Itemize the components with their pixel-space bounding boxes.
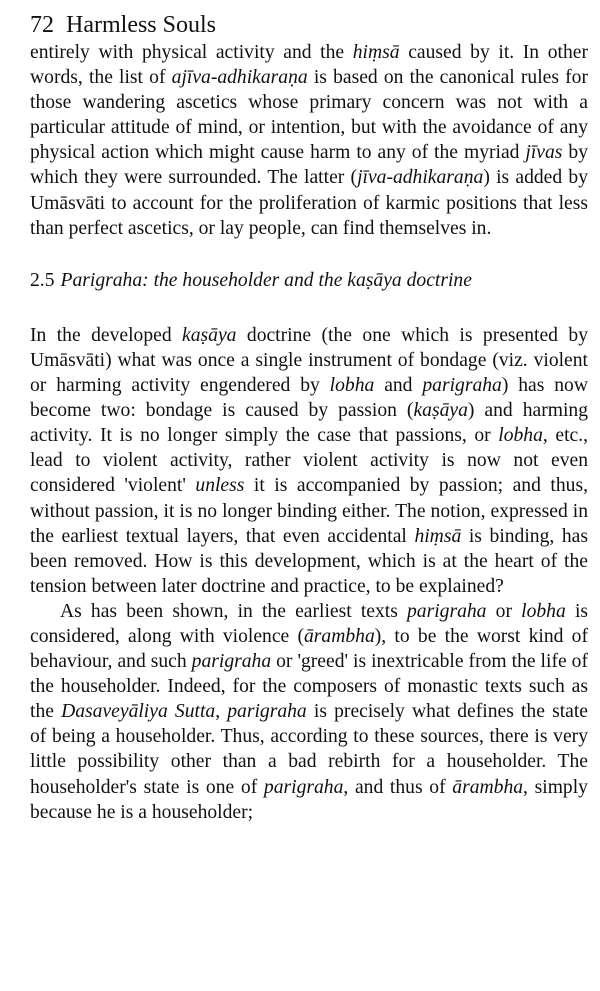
italic-term: ārambha bbox=[452, 776, 524, 798]
intro-text bbox=[30, 40, 588, 241]
text-run: , simply because he is a householder; bbox=[30, 776, 588, 823]
text-run: , etc., lead to violent activity, rather violent activity is now not even considered 'violent' bbox=[30, 425, 588, 497]
text-run: doctrine (the one which is presented by Umāsvāti) what was once a single instrument of bondage (viz. violent or harming activity engendered by bbox=[30, 324, 588, 397]
section-text bbox=[30, 323, 588, 825]
page-number: 72 bbox=[30, 12, 54, 38]
section-number: 2.5 bbox=[30, 269, 55, 291]
italic-term: parigraha bbox=[227, 701, 307, 723]
text-run: by which they were surrounded. The latter ( bbox=[30, 142, 588, 189]
italic-term: lobha bbox=[498, 425, 543, 447]
text-run: caused by it. In other words, the list of bbox=[30, 42, 588, 89]
paragraph bbox=[30, 599, 588, 825]
text-run: ), to be the worst kind of behaviour, and such bbox=[30, 625, 589, 673]
section-title: Parigraha: the householder and the kaṣāya doctrine bbox=[60, 269, 472, 291]
italic-term: parigraha bbox=[422, 375, 502, 397]
paragraph bbox=[30, 323, 588, 599]
italic-term: ārambha bbox=[304, 625, 375, 647]
italic-term: jīvas bbox=[525, 142, 563, 164]
italic-term: jīva-adhikaraṇa bbox=[357, 167, 484, 189]
paragraph bbox=[30, 40, 588, 241]
running-title: Harmless Souls bbox=[66, 12, 216, 38]
italic-term: ajīva-adhikaraṇa bbox=[171, 67, 308, 89]
section-heading bbox=[30, 268, 588, 293]
text-run: ) and harming activity. It is no longer simply the case that passions, or bbox=[30, 400, 588, 447]
text-run: As has been shown, in the earliest texts bbox=[60, 600, 407, 622]
text-run: is based on the canonical rules for those wandering ascetics whose primary concern was not with a particular attitude of mind, or intention, but with the avoidance of any physical action which might cause harm to any of the myriad bbox=[30, 67, 588, 164]
running-header bbox=[30, 10, 588, 40]
text-run: and bbox=[374, 375, 423, 397]
italic-term: hiṃsā bbox=[352, 42, 400, 63]
italic-term: kaṣāya bbox=[413, 400, 468, 422]
text-run: is precisely what defines the state of being a householder. Thus, according to these sources, there is very little possibility other than a bad rebirth for a householder. The householder's state is one of bbox=[30, 701, 588, 798]
italic-term: kaṣāya bbox=[182, 324, 237, 346]
text-run: entirely with physical activity and the bbox=[30, 42, 353, 63]
text-run: or bbox=[486, 600, 522, 622]
text-run: it is accompanied by passion; and thus, without passion, it is no longer binding either. The notion, expressed in the earliest textual layers, that even accidental bbox=[30, 475, 588, 547]
italic-term: Dasaveyāliya Sutta bbox=[61, 701, 216, 723]
text-run: is considered, along with violence ( bbox=[30, 600, 589, 647]
italic-term: unless bbox=[195, 475, 245, 497]
text-run: ) is added by Umāsvāti to account for the proliferation of karmic positions that less than perfect ascetics, or lay people, can find themselves in. bbox=[30, 167, 589, 239]
italic-term: hiṃsā bbox=[414, 525, 462, 547]
text-run: In the developed bbox=[30, 324, 183, 346]
italic-term: parigraha bbox=[407, 600, 487, 622]
italic-term: parigraha bbox=[263, 776, 344, 798]
text-run: , bbox=[215, 701, 228, 723]
italic-term: lobha bbox=[329, 375, 375, 397]
text-run: or 'greed' is inextricable from the life of the householder. Indeed, for the composers of monastic texts such as the bbox=[30, 651, 588, 723]
text-run: , and thus of bbox=[343, 776, 453, 798]
italic-term: lobha bbox=[521, 600, 566, 622]
text-run: ) has now become two: bondage is caused by passion ( bbox=[30, 375, 589, 422]
text-run: is binding, has been removed. How is this development, which is at the heart of the tension between later doctrine and practice, to be explained? bbox=[30, 525, 589, 597]
italic-term: parigraha bbox=[191, 651, 272, 673]
